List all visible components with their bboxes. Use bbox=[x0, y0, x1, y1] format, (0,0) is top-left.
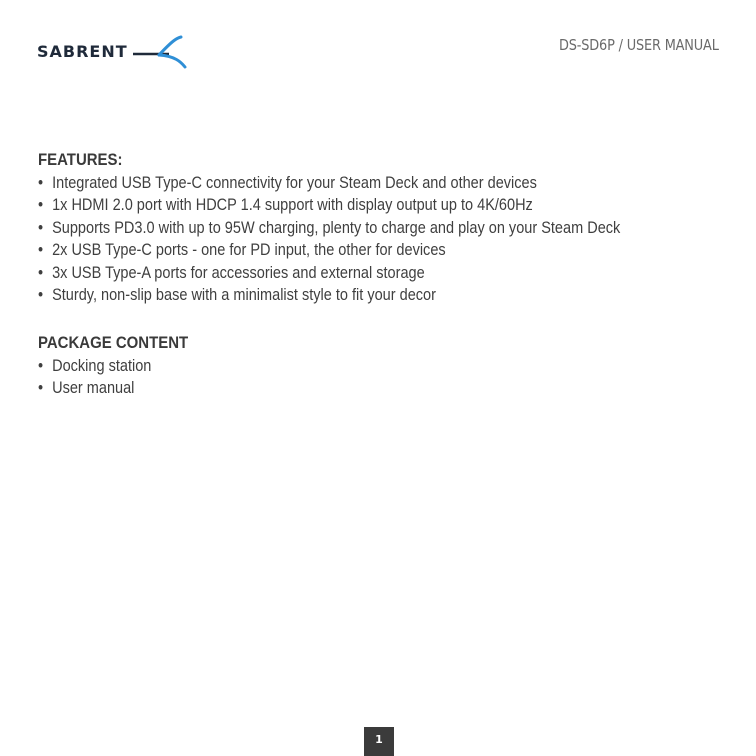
list-item bbox=[38, 217, 620, 239]
bullet-icon: • bbox=[38, 174, 44, 192]
list-item-text: Sturdy, non-slip base with a minimalist style to fit your decor bbox=[52, 286, 436, 305]
list-item-text: 3x USB Type-A ports for accessories and external storage bbox=[52, 263, 425, 282]
list-item bbox=[38, 172, 620, 194]
bullet-icon: • bbox=[38, 241, 44, 260]
list-item-text: Docking station bbox=[52, 357, 152, 375]
page-number: 1 bbox=[364, 727, 394, 756]
list-item bbox=[38, 194, 620, 216]
sabrent-logo bbox=[37, 34, 177, 70]
features-section bbox=[38, 149, 700, 306]
bullet-icon: • bbox=[38, 286, 44, 305]
bullet-icon: • bbox=[38, 263, 44, 282]
document-title: DS-SD6P / USER MANUAL bbox=[559, 36, 719, 54]
bullet-icon: • bbox=[38, 379, 44, 398]
package-content-section bbox=[38, 332, 209, 400]
bullet-icon: • bbox=[38, 196, 44, 215]
list-item-text: Supports PD3.0 with up to 95W charging, plenty to charge and play on your Steam Deck bbox=[52, 218, 621, 237]
list-item bbox=[38, 377, 188, 399]
package-content-list bbox=[38, 355, 209, 400]
list-item-text: Integrated USB Type-C connectivity for your Steam Deck and other devices bbox=[52, 174, 537, 192]
list-item bbox=[38, 284, 620, 306]
list-item-text: 2x USB Type-C ports - one for PD input, the other for devices bbox=[52, 241, 446, 260]
list-item bbox=[38, 239, 620, 261]
list-item-text: User manual bbox=[52, 379, 135, 398]
list-item bbox=[38, 355, 188, 377]
bullet-icon: • bbox=[38, 218, 44, 237]
bullet-icon: • bbox=[38, 357, 44, 375]
features-list bbox=[38, 172, 700, 306]
features-heading: FEATURES: bbox=[38, 150, 123, 169]
package-content-heading: PACKAGE CONTENT bbox=[38, 333, 189, 352]
swoosh-icon bbox=[129, 34, 215, 70]
list-item bbox=[38, 262, 620, 284]
logo-text: SABRENT bbox=[37, 42, 128, 61]
list-item-text: 1x HDMI 2.0 port with HDCP 1.4 support with display output up to 4K/60Hz bbox=[52, 196, 533, 215]
